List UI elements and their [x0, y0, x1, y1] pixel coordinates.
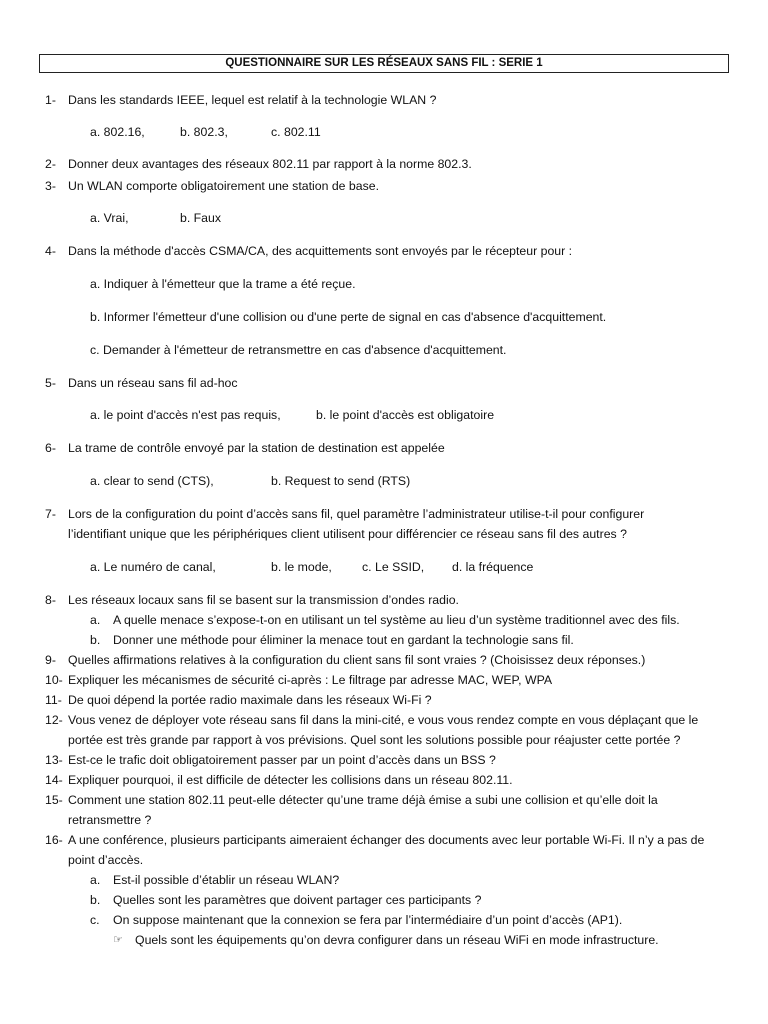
- question-8-number: 8-: [45, 593, 56, 607]
- question-11-text: De quoi dépend la portée radio maximale dans les réseaux Wi-Fi ?: [68, 693, 432, 707]
- question-8-sub-b-text: Donner une méthode pour éliminer la menace tout en gardant la technologie sans fil.: [113, 633, 574, 647]
- question-11-number: 11-: [45, 693, 62, 707]
- question-9-text: Quelles affirmations relatives à la configuration du client sans fil sont vraies ? (Choisissez deux réponses.): [68, 653, 646, 667]
- question-3-option-b: b. Faux: [180, 211, 222, 225]
- question-7-option-d: d. la fréquence: [452, 560, 534, 574]
- question-2-number: 2-: [45, 157, 56, 171]
- question-1-option-b: b. 802.3,: [180, 125, 228, 139]
- page-title: QUESTIONNAIRE SUR LES RÉSEAUX SANS FIL : SERIE 1: [39, 54, 729, 73]
- question-5-number: 5-: [45, 376, 56, 390]
- question-2-text: Donner deux avantages des réseaux 802.11 par rapport à la norme 802.3.: [68, 157, 472, 171]
- question-16-number: 16-: [45, 833, 63, 847]
- question-3-number: 3-: [45, 179, 56, 193]
- question-10-number: 10-: [45, 673, 63, 687]
- question-16-text-line-2: point d’accès.: [68, 853, 144, 867]
- question-6-option-a: a. clear to send (CTS),: [90, 474, 214, 488]
- question-7-option-b: b. le mode,: [271, 560, 332, 574]
- question-4-option-c: c. Demander à l'émetteur de retransmettre en cas d'absence d'acquittement.: [90, 343, 507, 357]
- question-16-text-line-1: A une conférence, plusieurs participants aimeraient échanger des documents avec leur portable Wi-Fi. Il n’y a pas de: [68, 833, 705, 847]
- question-10-text: Expliquer les mécanismes de sécurité ci-après : Le filtrage par adresse MAC, WEP, WPA: [68, 673, 553, 687]
- question-4-option-a: a. Indiquer à l'émetteur que la trame a été reçue.: [90, 277, 356, 291]
- question-5-text: Dans un réseau sans fil ad-hoc: [68, 376, 238, 390]
- question-16-sub-a-text: Est-il possible d’établir un réseau WLAN?: [113, 873, 340, 887]
- question-1-number: 1-: [45, 93, 56, 107]
- question-16-sub-b-text: Quelles sont les paramètres que doivent partager ces participants ?: [113, 893, 482, 907]
- question-7-option-a: a. Le numéro de canal,: [90, 560, 216, 574]
- question-15-text-line-2: retransmettre ?: [68, 813, 152, 827]
- question-1-text: Dans les standards IEEE, lequel est relatif à la technologie WLAN ?: [68, 93, 437, 107]
- question-3-text: Un WLAN comporte obligatoirement une station de base.: [68, 179, 380, 193]
- pointing-hand-icon: ☞: [113, 934, 123, 946]
- question-12-text-line-2: portée est très grande par rapport à vos prévisions. Quel sont les solutions possible pour réajuster cette portée ?: [68, 733, 681, 747]
- question-3-option-a: a. Vrai,: [90, 211, 129, 225]
- question-15-number: 15-: [45, 793, 63, 807]
- question-6-text: La trame de contrôle envoyé par la station de destination est appelée: [68, 441, 445, 455]
- question-12-text-line-1: Vous venez de déployer vote réseau sans fil dans la mini-cité, e vous vous rendez compte en vous déplaçant que le: [68, 713, 699, 727]
- question-4-option-b: b. Informer l'émetteur d'une collision ou d'une perte de signal en cas d'absence d'acquittement.: [90, 310, 607, 324]
- question-7-text-line-1: Lors de la configuration du point d’accès sans fil, quel paramètre l’administrateur utilise-t-il pour configurer: [68, 507, 645, 521]
- question-6-option-b: b. Request to send (RTS): [271, 474, 411, 488]
- question-13-text: Est-ce le trafic doit obligatoirement passer par un point d’accès dans un BSS ?: [68, 753, 496, 767]
- question-8-sub-a-text: A quelle menace s’expose-t-on en utilisant un tel système au lieu d’un système traditionnel avec des fils.: [113, 613, 680, 627]
- question-4-text: Dans la méthode d'accès CSMA/CA, des acquittements sont envoyés par le récepteur pour :: [68, 244, 573, 258]
- question-14-text: Expliquer pourquoi, il est difficile de détecter les collisions dans un réseau 802.11.: [68, 773, 513, 787]
- question-16-sub-a-letter: a.: [90, 873, 101, 887]
- question-14-number: 14-: [45, 773, 63, 787]
- question-15-text-line-1: Comment une station 802.11 peut-elle détecter qu’une trame déjà émise a subi une collision et qu’elle doit la: [68, 793, 658, 807]
- question-16-bullet-text: Quels sont les équipements qu’on devra configurer dans un réseau WiFi en mode infrastructure.: [135, 933, 659, 947]
- question-5-option-b: b. le point d'accès est obligatoire: [316, 408, 495, 422]
- question-5-option-a: a. le point d'accès n'est pas requis,: [90, 408, 281, 422]
- question-16-sub-c-letter: c.: [90, 913, 100, 927]
- question-8-sub-b-letter: b.: [90, 633, 101, 647]
- question-13-number: 13-: [45, 753, 63, 767]
- question-1-option-a: a. 802.16,: [90, 125, 145, 139]
- question-7-number: 7-: [45, 507, 56, 521]
- question-16-sub-b-letter: b.: [90, 893, 101, 907]
- question-9-number: 9-: [45, 653, 56, 667]
- question-7-option-c: c. Le SSID,: [362, 560, 425, 574]
- question-16-sub-c-text: On suppose maintenant que la connexion se fera par l’intermédiaire d’un point d’accès (AP1).: [113, 913, 623, 927]
- question-4-number: 4-: [45, 244, 56, 258]
- question-8-sub-a-letter: a.: [90, 613, 101, 627]
- question-1-option-c: c. 802.11: [271, 125, 321, 139]
- question-6-number: 6-: [45, 441, 56, 455]
- question-8-text: Les réseaux locaux sans fil se basent sur la transmission d’ondes radio.: [68, 593, 459, 607]
- question-12-number: 12-: [45, 713, 63, 727]
- question-7-text-line-2: l’identifiant unique que les périphériques client utilisent pour différencier ce réseau sans fil des autres ?: [68, 527, 627, 541]
